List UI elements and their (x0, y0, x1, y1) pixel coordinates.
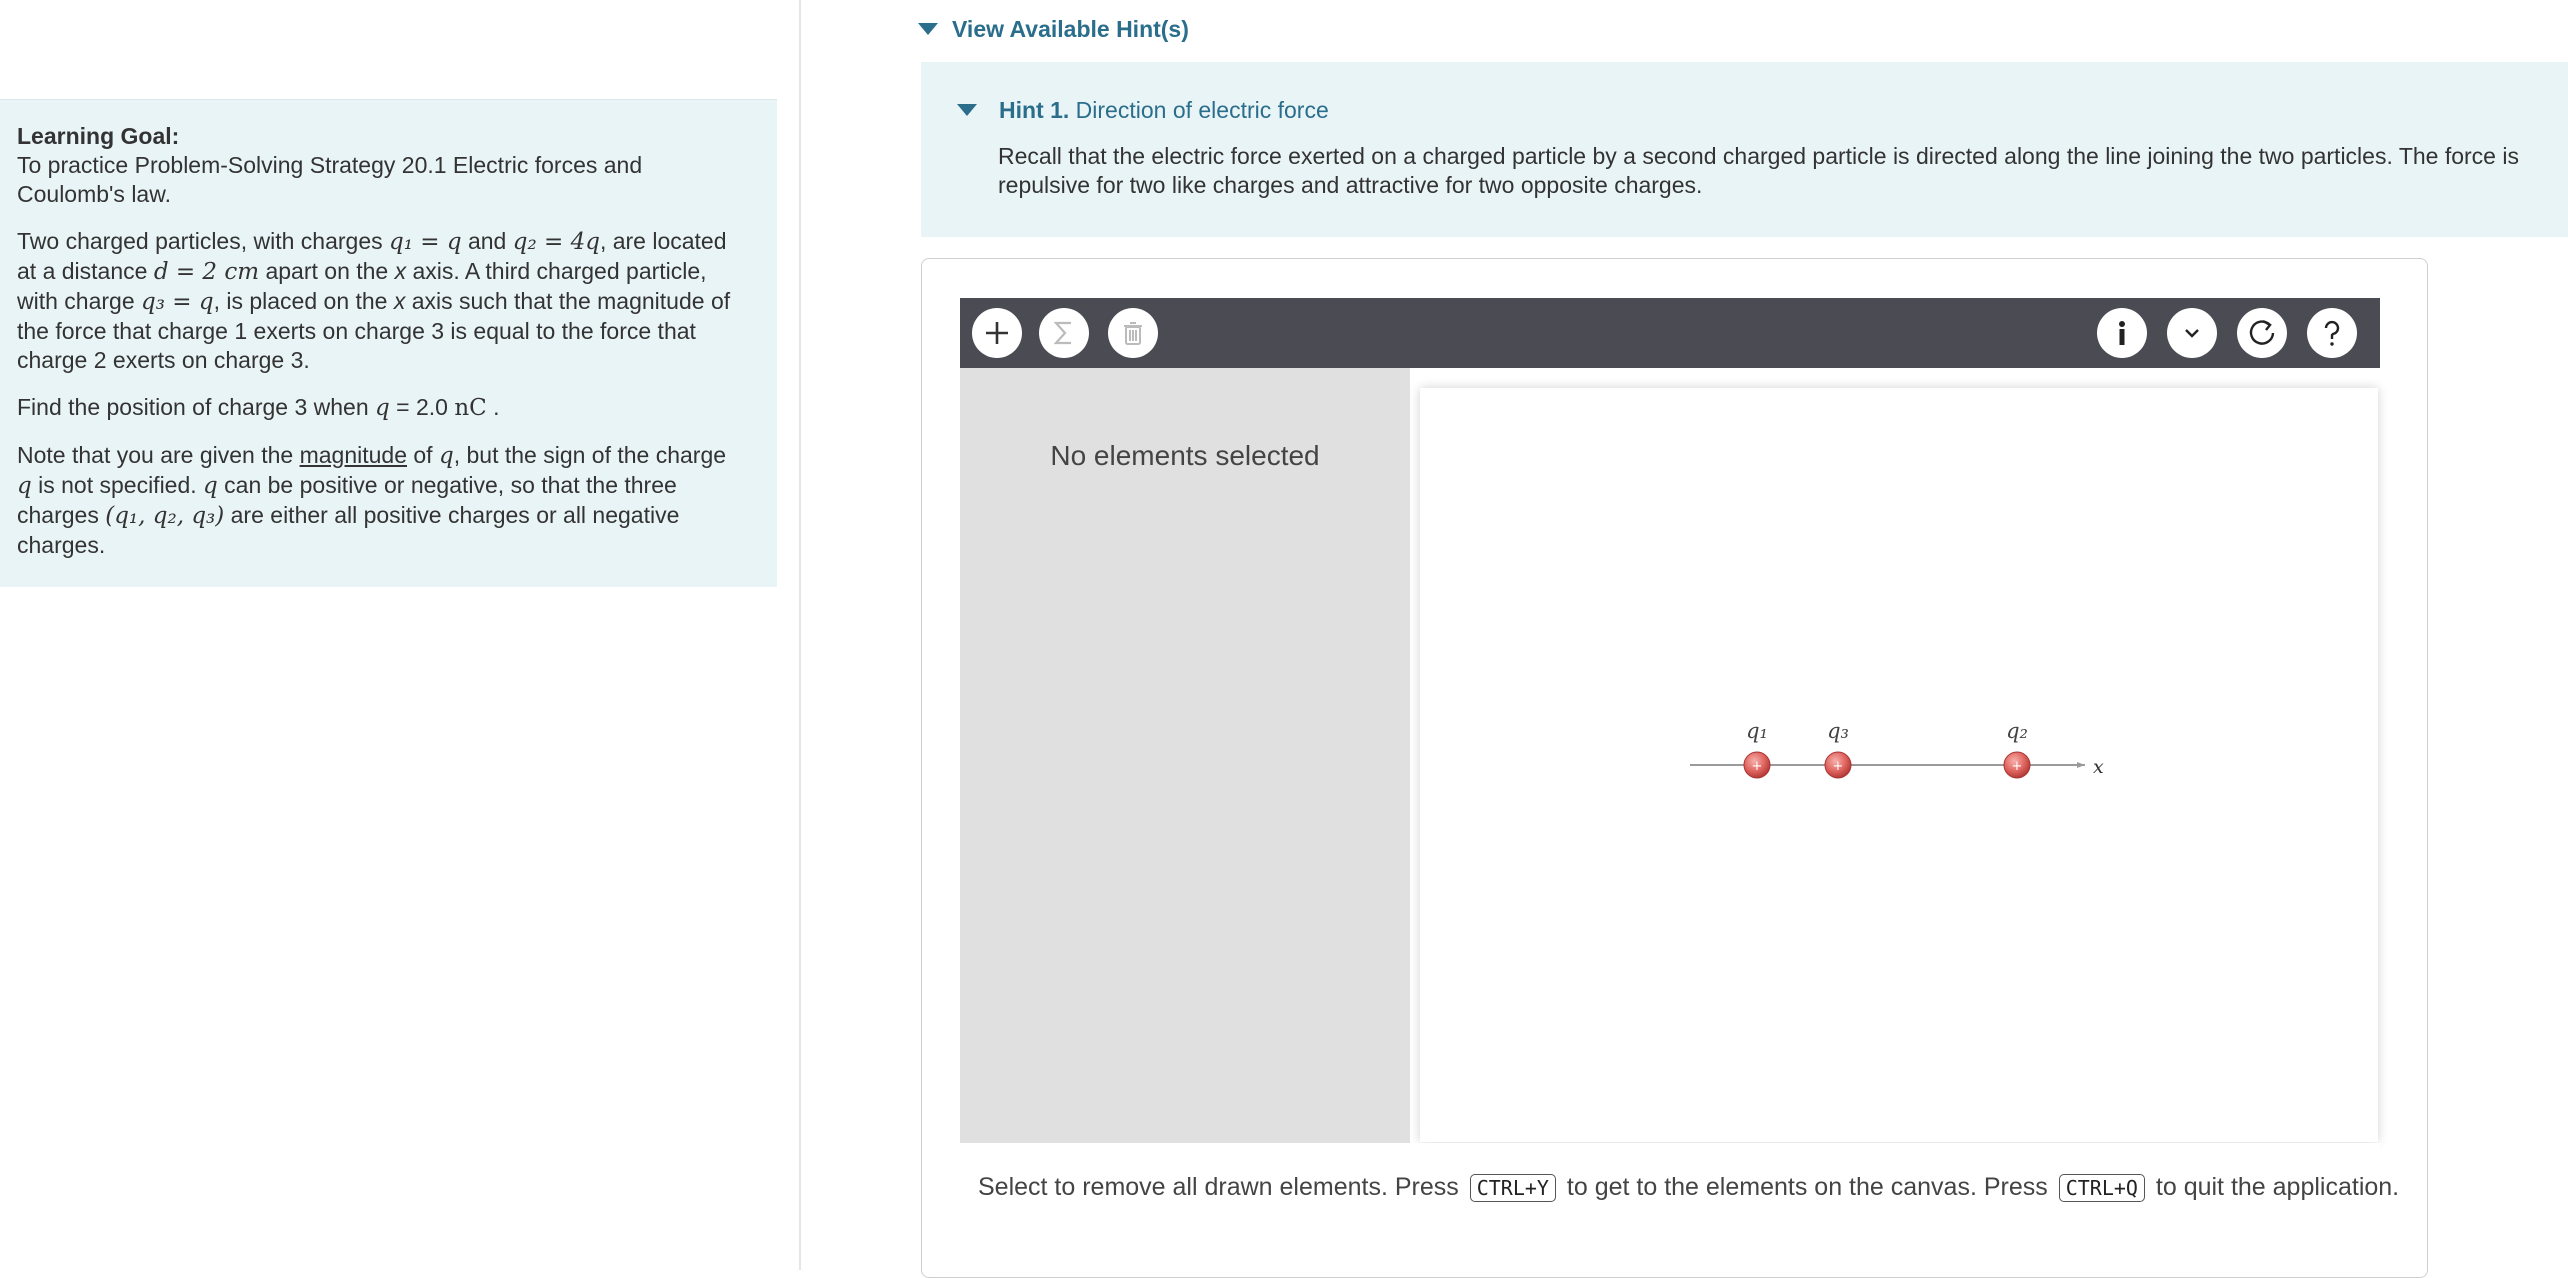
text: Select to remove all drawn elements. Press (978, 1173, 1466, 1201)
text: with charge (17, 288, 142, 314)
text: apart on the (259, 258, 395, 284)
text: Find the position of charge 3 when (17, 394, 376, 420)
math-q: q (17, 473, 32, 499)
hint-1-text (998, 142, 2558, 200)
text: axis such that the magnitude of (405, 288, 731, 314)
math-q: q (375, 395, 390, 421)
math-charges: (q₁, q₂, q₃) (105, 503, 225, 529)
text: and (461, 228, 513, 254)
text: at a distance (17, 258, 154, 284)
problem-panel (0, 99, 777, 587)
charge-q3[interactable] (1825, 719, 1851, 778)
text: to quit the application. (2148, 1173, 2400, 1201)
help-icon (2317, 318, 2347, 348)
no-selection-text: No elements selected (1050, 440, 1320, 471)
text: , but the sign of the charge (453, 442, 727, 468)
text: Two charged particles, with charges (17, 228, 390, 254)
trash-icon (1118, 318, 1148, 348)
shortcut-key: CTRL+Y (1470, 1174, 1556, 1202)
sigma-button[interactable] (1039, 308, 1089, 358)
problem-paragraph-1 (17, 227, 760, 375)
charge-sign: + (1832, 759, 1844, 774)
text: are either all positive charges or all negative (224, 502, 680, 528)
math-q: q (203, 473, 218, 499)
text: charges. (17, 532, 106, 558)
text: , are located (599, 228, 727, 254)
column-divider (799, 0, 801, 1270)
charge-q2[interactable] (2004, 719, 2030, 778)
x-axis-arrow (2077, 762, 2085, 768)
math-q: q (438, 443, 454, 469)
hint-title: Direction of electric force (1075, 97, 1329, 123)
text: charge 2 exerts on charge 3. (17, 347, 310, 373)
status-text (978, 1173, 2399, 1202)
math-distance: d = 2 cm (153, 259, 260, 285)
math-q1: q₁ = q (389, 229, 462, 255)
drawing-toolbar (960, 298, 2380, 368)
charge-sign: + (2011, 759, 2023, 774)
view-hints-toggle[interactable] (918, 16, 1189, 43)
hint-1-header[interactable] (957, 97, 1329, 124)
text: . (486, 394, 500, 420)
text: , is placed on the (213, 288, 394, 314)
math-q3: q₃ = q (141, 289, 214, 315)
x-axis-label: x (2093, 756, 2104, 778)
hint-1-box (921, 62, 2568, 237)
text: axis. A third charged particle, (406, 258, 707, 284)
info-icon (2107, 318, 2137, 348)
reset-icon (2245, 316, 2279, 350)
charge-q1[interactable] (1744, 719, 1770, 778)
selection-panel (960, 368, 1410, 1143)
caret-down-icon (918, 23, 938, 35)
help-button[interactable] (2307, 308, 2357, 358)
caret-down-icon (957, 104, 977, 116)
charge-sign: + (1751, 759, 1763, 774)
delete-button[interactable] (1108, 308, 1158, 358)
math-q2: q₂ = 4q (512, 229, 600, 255)
view-hints-label: View Available Hint(s) (952, 16, 1189, 42)
math-x: x (394, 258, 407, 284)
charge-label-q2: q₂ (2006, 719, 2028, 743)
text: Note that you are given the (17, 442, 300, 468)
text: is not specified. (31, 472, 204, 498)
text: the force that charge 1 exerts on charge 3 is equal to the force that (17, 318, 696, 344)
status-bar (960, 1143, 2400, 1268)
chevron-down-icon (2177, 318, 2207, 348)
hint-text-line: Recall that the electric force exerted on a charged particle by a second charged particle is directed along the line joining the two particles. The force is (998, 143, 2519, 169)
magnitude-link[interactable]: magnitude (299, 442, 407, 468)
charge-label-q1: q₁ (1746, 719, 1768, 743)
math-x: x (393, 288, 406, 314)
text: can be positive or negative, so that the three (217, 472, 677, 498)
text: to get to the elements on the canvas. Press (1559, 1173, 2055, 1201)
plus-icon (982, 318, 1012, 348)
problem-paragraph-3 (17, 441, 760, 560)
add-button[interactable] (972, 308, 1022, 358)
charge-diagram (1420, 388, 2378, 1142)
shortcut-key: CTRL+Q (2059, 1174, 2145, 1202)
info-button[interactable] (2097, 308, 2147, 358)
charge-label-q3: q₃ (1827, 719, 1849, 743)
sigma-icon (1049, 318, 1079, 348)
more-options-button[interactable] (2167, 308, 2217, 358)
text: of (407, 442, 439, 468)
text: charges (17, 502, 106, 528)
hint-text-line: repulsive for two like charges and attractive for two opposite charges. (998, 172, 1703, 198)
learning-goal-line2: Coulomb's law. (17, 181, 171, 207)
learning-goal-line1: To practice Problem-Solving Strategy 20.1 Electric forces and (17, 152, 643, 178)
math-unit: nC (454, 395, 487, 421)
problem-paragraph-2 (17, 393, 760, 423)
text: = 2.0 (389, 394, 455, 420)
learning-goal-title: Learning Goal: (17, 123, 180, 149)
hint-number: Hint 1. (999, 97, 1070, 123)
drawing-canvas[interactable] (1420, 388, 2378, 1142)
reset-button[interactable] (2237, 308, 2287, 358)
